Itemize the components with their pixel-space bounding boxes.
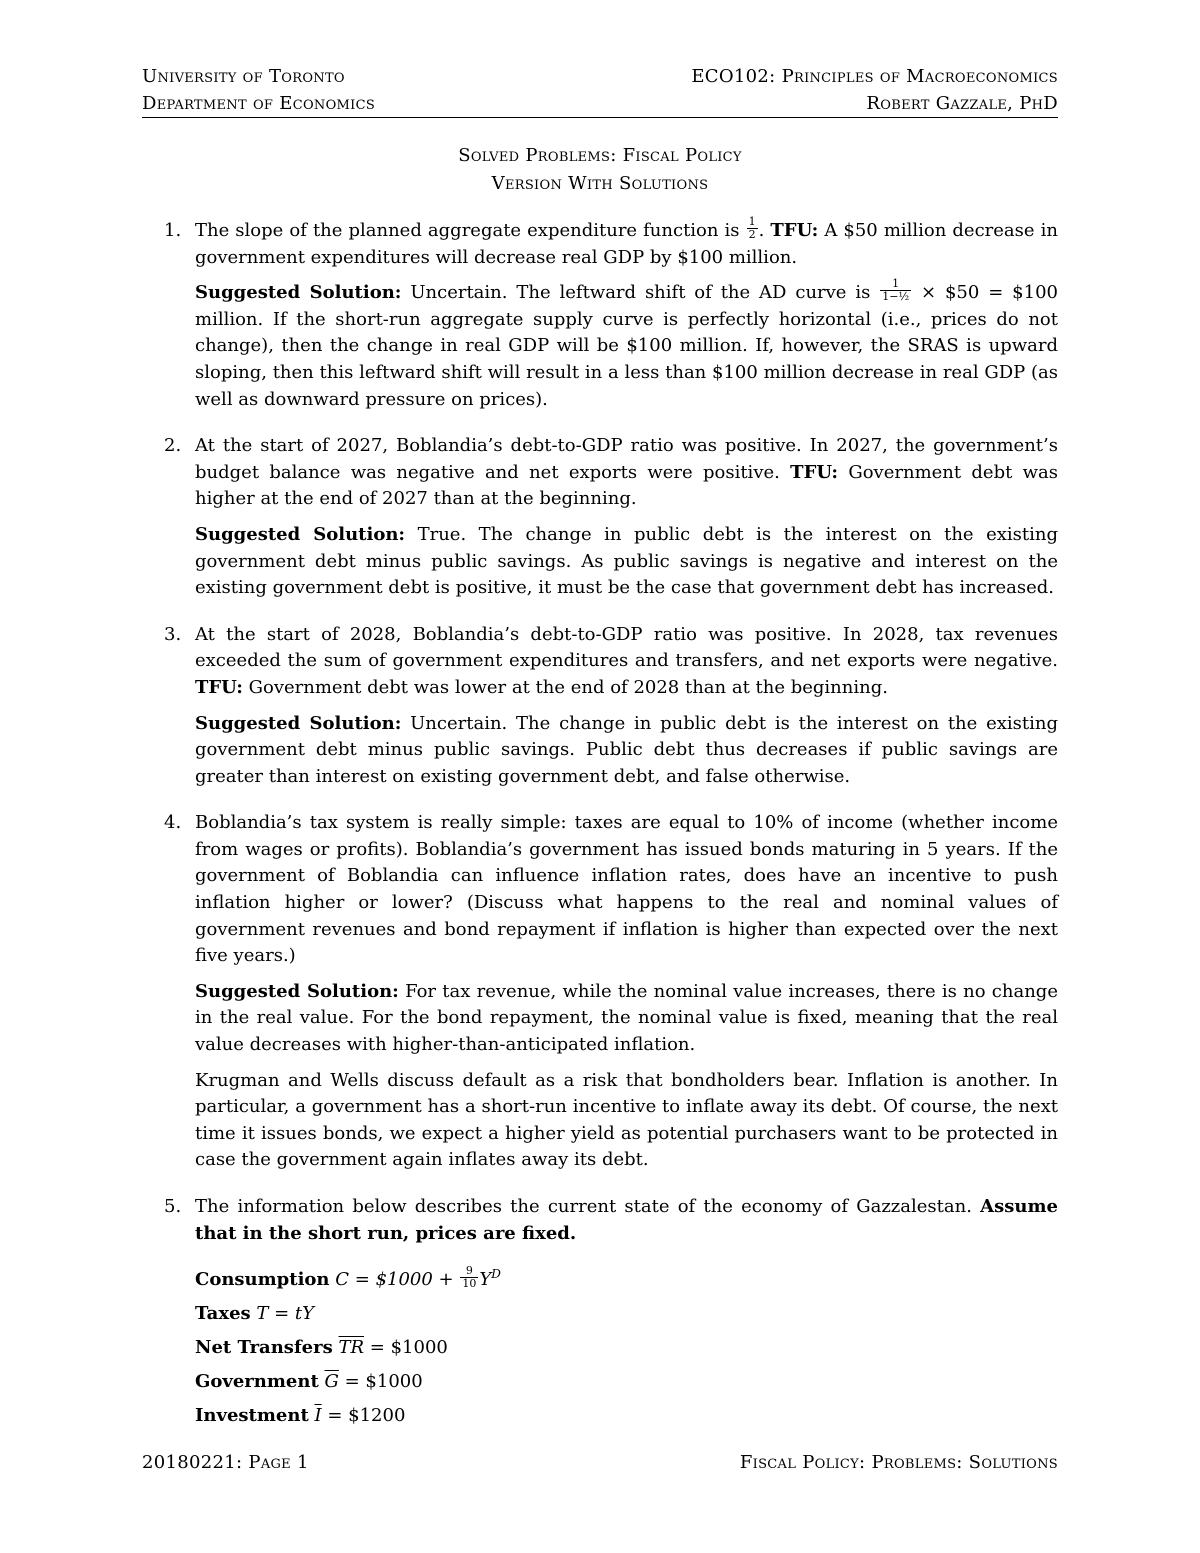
problem-question: At the start of 2027, Boblandia’s debt-to-GDP ratio was positive. In 2027, the government’s budget balance was negative and net exports were positive. TFU: Government debt was higher at the end of 2027 than at the beginning.	[195, 435, 1059, 510]
equation-taxes: Taxes T = tY	[195, 1303, 315, 1325]
footer-section-title: Fiscal Policy: Problems: Solutions	[739, 1452, 1058, 1473]
tfu-label: TFU:	[195, 676, 243, 698]
problem-list	[142, 214, 1059, 1449]
header-course: ECO102: Principles of Macroeconomics	[691, 66, 1058, 87]
fraction: $\frac{1}{2}$	[748, 214, 756, 241]
header-department: Department of Economics	[142, 93, 376, 114]
problem-question: The slope of the planned aggregate expenditure function is $\frac{1}{2}$ . TFU: A $50 million decrease in government expenditures will decrease real GDP by $100 million.	[195, 214, 1058, 268]
footer-page-number: 20180221: Page 1	[142, 1452, 309, 1473]
solution-discussion: Krugman and Wells discuss default as a risk that bondholders bear. Inflation is another. In particular, a government has a short-run incentive to inflate away its debt. Of course, the next time it issues bonds, we expect a higher yield as potential purchasers want to be protected in case the government again inflates away its debt.	[195, 1069, 1058, 1171]
solution-label: Suggested Solution:	[195, 282, 402, 304]
header-rule	[142, 117, 1058, 118]
tfu-label: TFU:	[790, 461, 839, 483]
problem-1	[142, 214, 1058, 413]
solution-label: Suggested Solution:	[195, 712, 402, 734]
document-title	[142, 142, 1058, 198]
tfu-label: TFU:	[770, 220, 819, 241]
problem-2	[142, 433, 1058, 602]
problem-number: 2.	[164, 435, 182, 457]
header-university: University of Toronto	[142, 66, 345, 87]
equation-list	[195, 1261, 1058, 1429]
title-line-1: Solved Problems: Fiscal Policy	[458, 145, 742, 166]
problem-question: The information below describes the current state of the economy of Gazzalestan. Assume that in the short run, prices are fixed.	[195, 1196, 1058, 1244]
equation-government: Government $\overline{G}$ = $1000	[195, 1371, 423, 1393]
equation-consumption: Consumption C = $1000 + $\frac{9}{10}$ $Y^D$	[195, 1263, 501, 1291]
equation-transfers: Net Transfers $\overline{TR}$ = $1000	[195, 1337, 448, 1359]
problem-number: 5.	[164, 1196, 182, 1217]
equation-investment: Investment $\overline{I}$ = $1200	[195, 1405, 406, 1427]
problem-number: 3.	[164, 623, 182, 645]
problem-number: 1.	[164, 220, 182, 241]
problem-solution: Suggested Solution: For tax revenue, while the nominal value increases, there is no change in the real value. For the bond repayment, the nominal value is fixed, meaning that the real value decreases with higher-than-anticipated inflation.	[195, 980, 1058, 1056]
problem-4	[142, 810, 1058, 1174]
fraction: $\frac{9}{10}$	[462, 1263, 477, 1290]
header-instructor: Robert Gazzale, PhD	[866, 93, 1058, 114]
problem-solution: Suggested Solution: Uncertain. The leftward shift of the AD curve is $\frac{1}{\text{1−½}}$ × $50 = $100 million. If the short-run aggregate supply curve is perfectly horizontal (i.e., prices do not change), then the change in real GDP will be $100 million. If, however, the SRAS is upward sloping, then this leftward shift will result in a less than $100 million decrease in real GDP (as well as downward pressure on prices).	[195, 276, 1058, 410]
problem-question: Boblandia’s tax system is really simple: taxes are equal to 10% of income (whether income from wages or profits). Boblandia’s government has issued bonds maturing in 5 years. If the government of Boblandia can influence inflation rates, does have an incentive to push inflation higher or lower? (Discuss what happens to the real and nominal values of government revenues and bond repayment if inflation is higher than expected over the next five years.)	[195, 812, 1058, 967]
problem-solution: Suggested Solution: Uncertain. The change in public debt is the interest on the existing government debt minus public savings. Public debt thus decreases if public savings are greater than interest on existing government debt, and false otherwise.	[195, 712, 1058, 787]
title-line-2: Version With Solutions	[491, 173, 709, 194]
solution-label: Suggested Solution:	[195, 980, 399, 1002]
page-footer	[142, 1452, 1058, 1473]
problem-3	[142, 622, 1058, 791]
page-header	[142, 63, 1058, 117]
assumption-note: Assume that in the short run, prices are fixed.	[195, 1196, 1058, 1244]
solution-label: Suggested Solution:	[195, 523, 406, 545]
problem-solution: Suggested Solution: True. The change in public debt is the interest on the existing government debt minus public savings. As public savings is negative and interest on the existing government debt is positive, it must be the case that government debt has increased.	[195, 523, 1058, 599]
tfu-statement: Government debt was higher at the end of 2027 than at the beginning.	[195, 461, 1059, 510]
fraction: $\frac{1}{\text{1−½}}$	[882, 276, 910, 303]
problem-question: At the start of 2028, Boblandia’s debt-to-GDP ratio was positive. In 2028, tax revenues exceeded the sum of government expenditures and transfers, and net exports were negative. TFU: Government debt was lower at the end of 2028 than at the beginning.	[195, 623, 1058, 698]
problem-number: 4.	[164, 812, 182, 834]
tfu-statement: Government debt was lower at the end of 2028 than at the beginning.	[248, 676, 888, 698]
tfu-statement: A $50 million decrease in government expenditures will decrease real GDP by $100 million.	[195, 220, 1058, 268]
problem-5	[142, 1194, 1058, 1429]
